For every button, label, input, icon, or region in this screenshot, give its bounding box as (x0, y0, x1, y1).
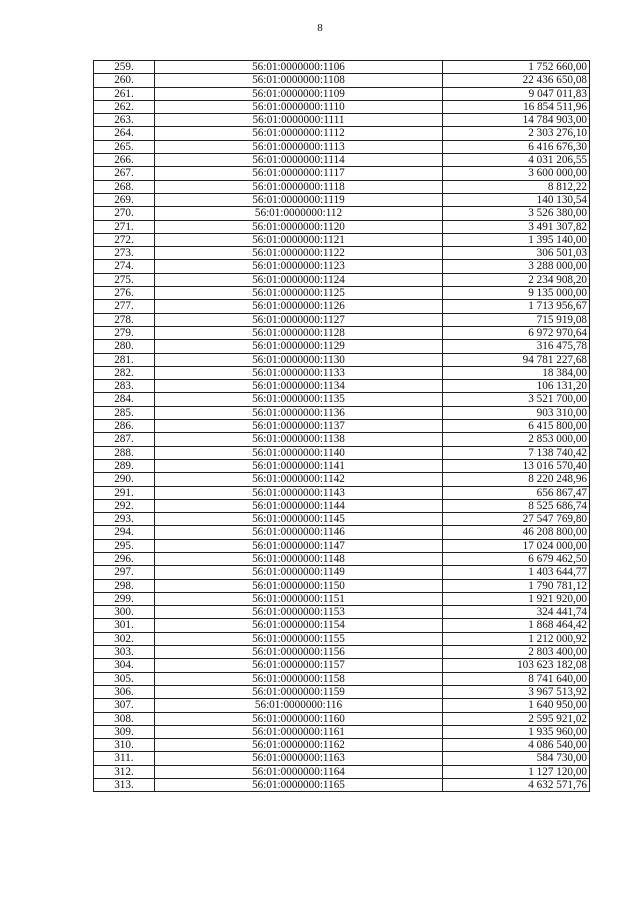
table-row (94, 300, 590, 313)
cadastral-value-cell: 7 138 740,42 (443, 446, 590, 459)
row-number-cell: 313. (94, 779, 155, 792)
cadastral-value-cell: 1 127 120,00 (443, 765, 590, 778)
cadastral-number-cell: 56:01:0000000:1133 (155, 366, 443, 379)
table-row (94, 632, 590, 645)
cadastral-number-cell: 56:01:0000000:1137 (155, 420, 443, 433)
table-row (94, 233, 590, 246)
cadastral-value-cell: 3 521 700,00 (443, 393, 590, 406)
table-row (94, 87, 590, 100)
cadastral-number-cell: 56:01:0000000:1129 (155, 340, 443, 353)
cadastral-number-cell: 56:01:0000000:1136 (155, 406, 443, 419)
cadastral-number-cell: 56:01:0000000:1126 (155, 300, 443, 313)
row-number-cell: 307. (94, 699, 155, 712)
cadastral-number-cell: 56:01:0000000:1130 (155, 353, 443, 366)
cadastral-number-cell: 56:01:0000000:1160 (155, 712, 443, 725)
table-row (94, 260, 590, 273)
row-number-cell: 291. (94, 486, 155, 499)
cadastral-number-cell: 56:01:0000000:112 (155, 207, 443, 220)
cadastral-number-cell: 56:01:0000000:1163 (155, 752, 443, 765)
cadastral-number-cell: 56:01:0000000:1158 (155, 672, 443, 685)
cadastral-number-cell: 56:01:0000000:1128 (155, 326, 443, 339)
table-row (94, 765, 590, 778)
table-row (94, 180, 590, 193)
table-row (94, 473, 590, 486)
cadastral-value-cell: 2 853 000,00 (443, 433, 590, 446)
cadastral-number-cell: 56:01:0000000:1121 (155, 233, 443, 246)
row-number-cell: 269. (94, 193, 155, 206)
cadastral-value-cell: 1 752 660,00 (443, 61, 590, 74)
cadastral-number-cell: 56:01:0000000:1155 (155, 632, 443, 645)
table-row (94, 566, 590, 579)
row-number-cell: 298. (94, 579, 155, 592)
cadastral-value-cell: 2 595 921,02 (443, 712, 590, 725)
cadastral-value-cell: 584 730,00 (443, 752, 590, 765)
table-row (94, 526, 590, 539)
table-row (94, 273, 590, 286)
table-row (94, 725, 590, 738)
cadastral-number-cell: 56:01:0000000:1117 (155, 167, 443, 180)
cadastral-value-cell: 22 436 650,08 (443, 74, 590, 87)
row-number-cell: 261. (94, 87, 155, 100)
table-row (94, 393, 590, 406)
table-row (94, 659, 590, 672)
table-row (94, 154, 590, 167)
table-row (94, 579, 590, 592)
row-number-cell: 293. (94, 513, 155, 526)
cadastral-value-cell: 1 935 960,00 (443, 725, 590, 738)
cadastral-number-cell: 56:01:0000000:1127 (155, 313, 443, 326)
row-number-cell: 259. (94, 61, 155, 74)
table-row (94, 353, 590, 366)
row-number-cell: 266. (94, 154, 155, 167)
cadastral-value-cell: 316 475,78 (443, 340, 590, 353)
cadastral-number-cell: 56:01:0000000:1165 (155, 779, 443, 792)
row-number-cell: 274. (94, 260, 155, 273)
cadastral-value-cell: 9 135 000,00 (443, 287, 590, 300)
table-row (94, 61, 590, 74)
table-row (94, 459, 590, 472)
table-row (94, 592, 590, 605)
row-number-cell: 273. (94, 247, 155, 260)
row-number-cell: 294. (94, 526, 155, 539)
row-number-cell: 306. (94, 685, 155, 698)
table-row (94, 420, 590, 433)
row-number-cell: 264. (94, 127, 155, 140)
cadastral-number-cell: 56:01:0000000:1144 (155, 499, 443, 512)
cadastral-number-cell: 56:01:0000000:1153 (155, 606, 443, 619)
cadastral-value-cell: 4 031 206,55 (443, 154, 590, 167)
table-row (94, 127, 590, 140)
table-row (94, 699, 590, 712)
table-row (94, 74, 590, 87)
row-number-cell: 297. (94, 566, 155, 579)
table-row (94, 752, 590, 765)
cadastral-value-cell: 4 632 571,76 (443, 779, 590, 792)
cadastral-value-cell: 1 790 781,12 (443, 579, 590, 592)
cadastral-number-cell: 56:01:0000000:1141 (155, 459, 443, 472)
cadastral-value-cell: 324 441,74 (443, 606, 590, 619)
table-row (94, 539, 590, 552)
cadastral-value-cell: 1 921 920,00 (443, 592, 590, 605)
row-number-cell: 283. (94, 380, 155, 393)
cadastral-value-cell: 306 501,03 (443, 247, 590, 260)
cadastral-number-cell: 56:01:0000000:1125 (155, 287, 443, 300)
cadastral-value-cell: 13 016 570,40 (443, 459, 590, 472)
row-number-cell: 285. (94, 406, 155, 419)
table-row (94, 672, 590, 685)
row-number-cell: 287. (94, 433, 155, 446)
cadastral-value-cell: 27 547 769,80 (443, 513, 590, 526)
cadastral-value-cell: 3 526 380,00 (443, 207, 590, 220)
cadastral-number-cell: 56:01:0000000:1124 (155, 273, 443, 286)
cadastral-number-cell: 56:01:0000000:1149 (155, 566, 443, 579)
cadastral-value-cell: 1 713 956,67 (443, 300, 590, 313)
row-number-cell: 299. (94, 592, 155, 605)
table-row (94, 100, 590, 113)
row-number-cell: 280. (94, 340, 155, 353)
cadastral-value-cell: 2 803 400,00 (443, 646, 590, 659)
table-row (94, 220, 590, 233)
page-number: 8 (317, 22, 323, 34)
cadastral-number-cell: 56:01:0000000:1106 (155, 61, 443, 74)
row-number-cell: 279. (94, 326, 155, 339)
row-number-cell: 275. (94, 273, 155, 286)
cadastral-value-cell: 3 600 000,00 (443, 167, 590, 180)
cadastral-number-cell: 56:01:0000000:1118 (155, 180, 443, 193)
row-number-cell: 301. (94, 619, 155, 632)
cadastral-value-cell: 1 868 464,42 (443, 619, 590, 632)
table-row (94, 193, 590, 206)
cadastral-number-cell: 56:01:0000000:1151 (155, 592, 443, 605)
row-number-cell: 278. (94, 313, 155, 326)
table-row (94, 207, 590, 220)
cadastral-number-cell: 56:01:0000000:1156 (155, 646, 443, 659)
cadastral-value-cell: 16 854 511,96 (443, 100, 590, 113)
cadastral-value-cell: 14 784 903,00 (443, 114, 590, 127)
row-number-cell: 267. (94, 167, 155, 180)
row-number-cell: 281. (94, 353, 155, 366)
table-row (94, 433, 590, 446)
cadastral-number-cell: 56:01:0000000:1114 (155, 154, 443, 167)
row-number-cell: 304. (94, 659, 155, 672)
cadastral-number-cell: 56:01:0000000:1109 (155, 87, 443, 100)
cadastral-value-cell: 1 640 950,00 (443, 699, 590, 712)
table-row (94, 340, 590, 353)
row-number-cell: 286. (94, 420, 155, 433)
row-number-cell: 277. (94, 300, 155, 313)
cadastral-value-cell: 103 623 182,08 (443, 659, 590, 672)
row-number-cell: 272. (94, 233, 155, 246)
cadastral-value-cell: 9 047 011,83 (443, 87, 590, 100)
row-number-cell: 262. (94, 100, 155, 113)
row-number-cell: 303. (94, 646, 155, 659)
row-number-cell: 311. (94, 752, 155, 765)
cadastral-number-cell: 56:01:0000000:1110 (155, 100, 443, 113)
row-number-cell: 289. (94, 459, 155, 472)
table-row (94, 247, 590, 260)
row-number-cell: 305. (94, 672, 155, 685)
table-row (94, 366, 590, 379)
table-row (94, 446, 590, 459)
cadastral-value-cell: 715 919,08 (443, 313, 590, 326)
row-number-cell: 268. (94, 180, 155, 193)
cadastral-number-cell: 56:01:0000000:1142 (155, 473, 443, 486)
row-number-cell: 288. (94, 446, 155, 459)
cadastral-value-cell: 6 972 970,64 (443, 326, 590, 339)
cadastral-value-cell: 6 415 800,00 (443, 420, 590, 433)
cadastral-value-cell: 4 086 540,00 (443, 739, 590, 752)
cadastral-number-cell: 56:01:0000000:1140 (155, 446, 443, 459)
cadastral-value-cell: 1 212 000,92 (443, 632, 590, 645)
cadastral-value-cell: 140 130,54 (443, 193, 590, 206)
table-row (94, 712, 590, 725)
table-row (94, 646, 590, 659)
cadastral-value-cell: 3 288 000,00 (443, 260, 590, 273)
table-body (94, 61, 590, 792)
cadastral-number-cell: 56:01:0000000:1111 (155, 114, 443, 127)
table-row (94, 114, 590, 127)
cadastral-number-cell: 56:01:0000000:1143 (155, 486, 443, 499)
cadastral-number-cell: 56:01:0000000:1162 (155, 739, 443, 752)
table-row (94, 779, 590, 792)
cadastral-value-cell: 3 491 307,82 (443, 220, 590, 233)
table-row (94, 380, 590, 393)
row-number-cell: 296. (94, 552, 155, 565)
cadastral-number-cell: 56:01:0000000:1154 (155, 619, 443, 632)
cadastral-number-cell: 56:01:0000000:1161 (155, 725, 443, 738)
cadastral-number-cell: 56:01:0000000:1150 (155, 579, 443, 592)
row-number-cell: 263. (94, 114, 155, 127)
row-number-cell: 300. (94, 606, 155, 619)
cadastral-number-cell: 56:01:0000000:1112 (155, 127, 443, 140)
table-row (94, 685, 590, 698)
row-number-cell: 302. (94, 632, 155, 645)
cadastral-value-cell: 2 234 908,20 (443, 273, 590, 286)
cadastral-value-cell: 106 131,20 (443, 380, 590, 393)
cadastral-value-cell: 18 384,00 (443, 366, 590, 379)
row-number-cell: 309. (94, 725, 155, 738)
cadastral-value-cell: 2 303 276,10 (443, 127, 590, 140)
table-row (94, 739, 590, 752)
cadastral-number-cell: 56:01:0000000:1108 (155, 74, 443, 87)
cadastral-value-cell: 8 741 640,00 (443, 672, 590, 685)
table-row (94, 499, 590, 512)
table-row (94, 326, 590, 339)
table-row (94, 619, 590, 632)
cadastral-value-cell: 903 310,00 (443, 406, 590, 419)
cadastral-number-cell: 56:01:0000000:1134 (155, 380, 443, 393)
table-row (94, 552, 590, 565)
row-number-cell: 292. (94, 499, 155, 512)
cadastral-number-cell: 56:01:0000000:1148 (155, 552, 443, 565)
row-number-cell: 276. (94, 287, 155, 300)
cadastral-number-cell: 56:01:0000000:1159 (155, 685, 443, 698)
cadastral-value-cell: 1 395 140,00 (443, 233, 590, 246)
row-number-cell: 310. (94, 739, 155, 752)
cadastral-value-cell: 17 024 000,00 (443, 539, 590, 552)
cadastral-number-cell: 56:01:0000000:1123 (155, 260, 443, 273)
table-row (94, 406, 590, 419)
row-number-cell: 282. (94, 366, 155, 379)
cadastral-value-cell: 94 781 227,68 (443, 353, 590, 366)
cadastral-number-cell: 56:01:0000000:1157 (155, 659, 443, 672)
cadastral-number-cell: 56:01:0000000:1145 (155, 513, 443, 526)
cadastral-value-cell: 8 525 686,74 (443, 499, 590, 512)
cadastral-number-cell: 56:01:0000000:116 (155, 699, 443, 712)
table-row (94, 140, 590, 153)
row-number-cell: 271. (94, 220, 155, 233)
row-number-cell: 290. (94, 473, 155, 486)
cadastral-value-table (93, 60, 590, 792)
cadastral-number-cell: 56:01:0000000:1146 (155, 526, 443, 539)
cadastral-value-cell: 656 867,47 (443, 486, 590, 499)
row-number-cell: 312. (94, 765, 155, 778)
cadastral-number-cell: 56:01:0000000:1119 (155, 193, 443, 206)
cadastral-value-cell: 3 967 513,92 (443, 685, 590, 698)
row-number-cell: 265. (94, 140, 155, 153)
cadastral-value-cell: 6 416 676,30 (443, 140, 590, 153)
cadastral-value-cell: 8 812,22 (443, 180, 590, 193)
table-row (94, 167, 590, 180)
cadastral-value-cell: 8 220 248,96 (443, 473, 590, 486)
cadastral-value-cell: 46 208 800,00 (443, 526, 590, 539)
cadastral-number-cell: 56:01:0000000:1164 (155, 765, 443, 778)
row-number-cell: 260. (94, 74, 155, 87)
cadastral-number-cell: 56:01:0000000:1113 (155, 140, 443, 153)
table-row (94, 287, 590, 300)
row-number-cell: 308. (94, 712, 155, 725)
cadastral-number-cell: 56:01:0000000:1135 (155, 393, 443, 406)
row-number-cell: 270. (94, 207, 155, 220)
cadastral-number-cell: 56:01:0000000:1138 (155, 433, 443, 446)
row-number-cell: 284. (94, 393, 155, 406)
table-row (94, 606, 590, 619)
cadastral-value-cell: 1 403 644,77 (443, 566, 590, 579)
cadastral-number-cell: 56:01:0000000:1147 (155, 539, 443, 552)
table-row (94, 313, 590, 326)
table-row (94, 486, 590, 499)
cadastral-number-cell: 56:01:0000000:1122 (155, 247, 443, 260)
cadastral-number-cell: 56:01:0000000:1120 (155, 220, 443, 233)
row-number-cell: 295. (94, 539, 155, 552)
table-row (94, 513, 590, 526)
cadastral-value-cell: 6 679 462,50 (443, 552, 590, 565)
